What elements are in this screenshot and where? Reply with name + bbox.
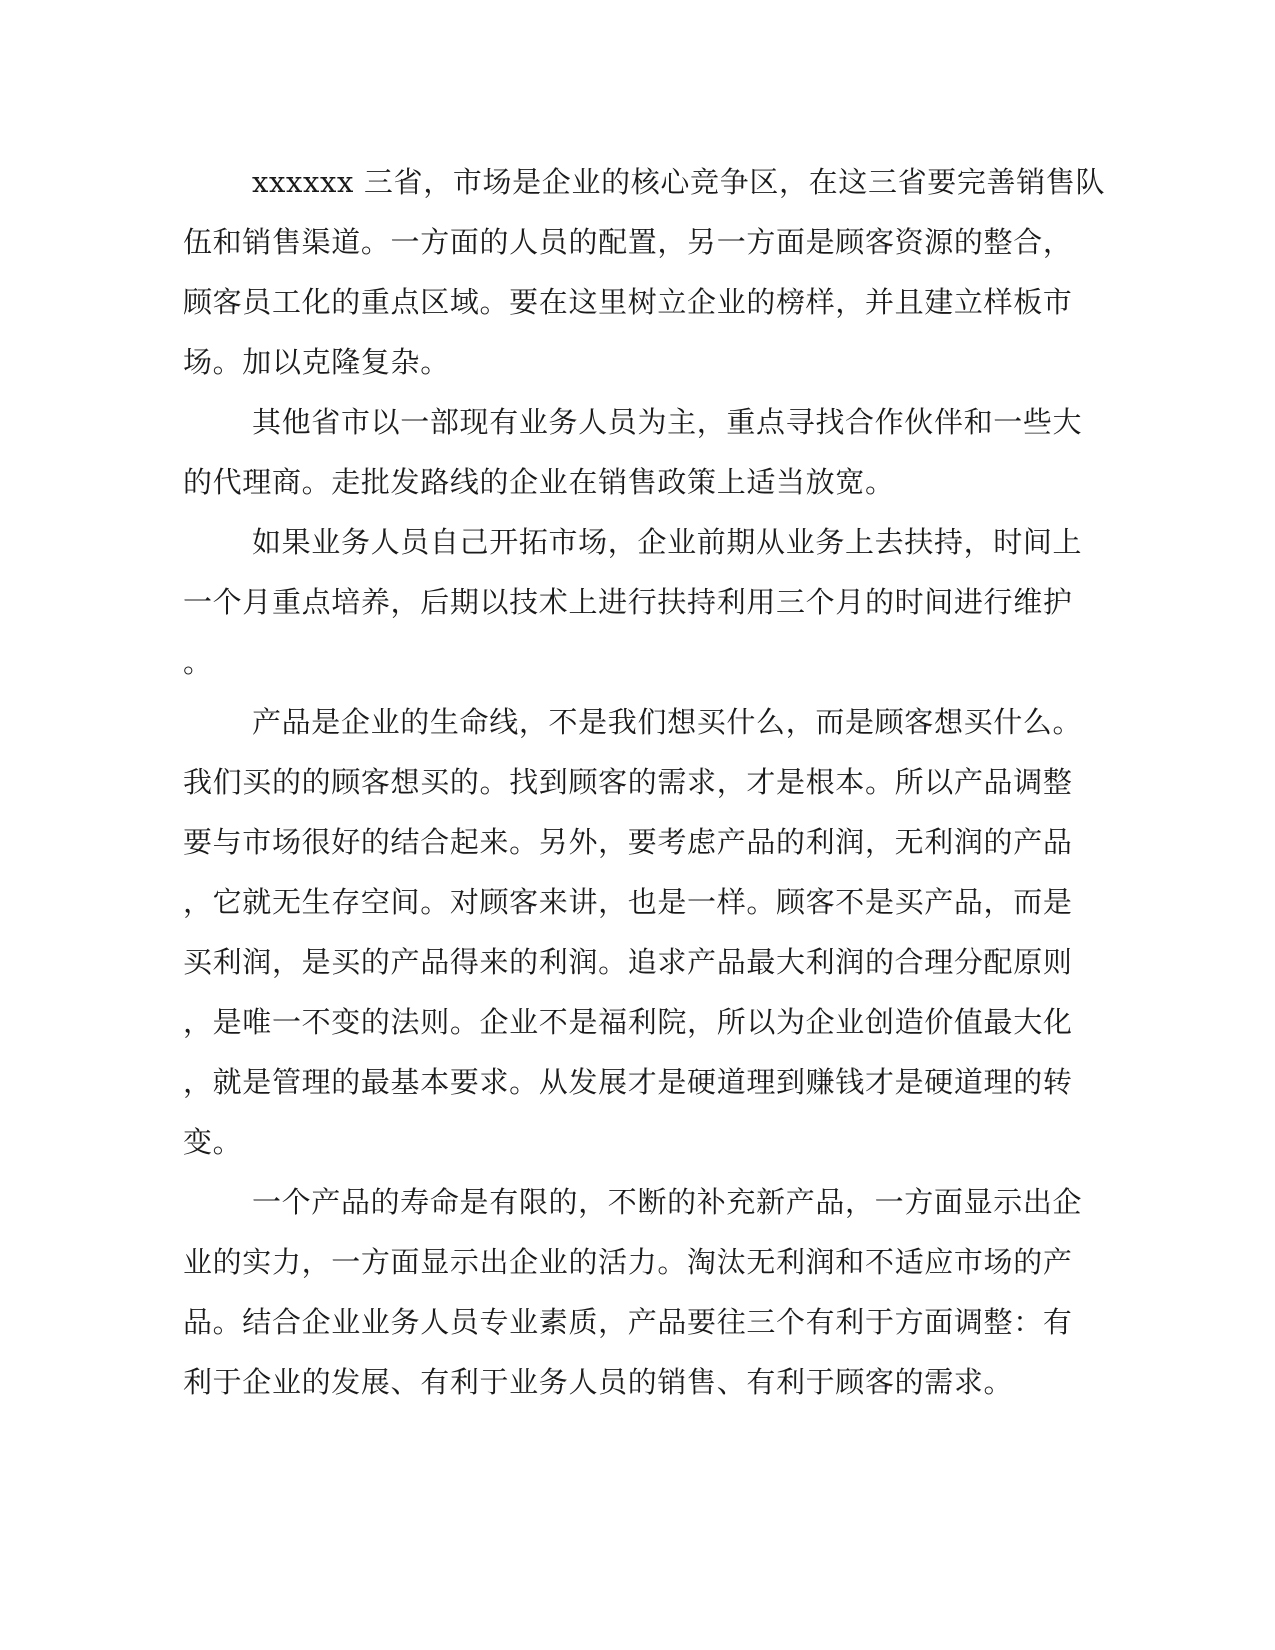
paragraph-line: 变。	[183, 1125, 243, 1159]
paragraph-line: 产品是企业的生命线，不是我们想买什么，而是顾客想买什么。	[252, 705, 1083, 739]
paragraph-2	[183, 392, 1083, 512]
paragraph-line: 业的实力，一方面显示出企业的活力。淘汰无利润和不适应市场的产	[183, 1245, 1073, 1279]
paragraph-line: 我们买的的顾客想买的。找到顾客的需求，才是根本。所以产品调整	[183, 765, 1073, 799]
paragraph-line: 一个产品的寿命是有限的，不断的补充新产品，一方面显示出企	[252, 1185, 1083, 1219]
paragraph-line: 一个月重点培养，后期以技术上进行扶持利用三个月的时间进行维护	[183, 585, 1073, 619]
paragraph-line: 如果业务人员自己开拓市场，企业前期从业务上去扶持，时间上	[252, 525, 1083, 559]
paragraph-line: 的代理商。走批发路线的企业在销售政策上适当放宽。	[183, 465, 895, 499]
document-body	[183, 152, 1106, 1412]
paragraph-5	[183, 1172, 1083, 1412]
paragraph-line: ，它就无生存空间。对顾客来讲，也是一样。顾客不是买产品，而是	[183, 885, 1073, 919]
paragraph-line: ，就是管理的最基本要求。从发展才是硬道理到赚钱才是硬道理的转	[183, 1065, 1073, 1099]
paragraph-1	[183, 152, 1106, 392]
paragraph-line: 顾客员工化的重点区域。要在这里树立企业的榜样，并且建立样板市	[183, 285, 1073, 319]
paragraph-line: xxxxxx 三省，市场是企业的核心竞争区，在这三省要完善销售队	[252, 165, 1106, 199]
paragraph-line: 要与市场很好的结合起来。另外，要考虑产品的利润，无利润的产品	[183, 825, 1073, 859]
paragraph-4	[183, 692, 1083, 1172]
paragraph-line: 品。结合企业业务人员专业素质，产品要往三个有利于方面调整：有	[183, 1305, 1073, 1339]
paragraph-line: 伍和销售渠道。一方面的人员的配置，另一方面是顾客资源的整合，	[183, 225, 1073, 259]
paragraph-line: 其他省市以一部现有业务人员为主，重点寻找合作伙伴和一些大	[252, 405, 1083, 439]
paragraph-line: 。	[183, 645, 213, 679]
paragraph-line: 买利润，是买的产品得来的利润。追求产品最大利润的合理分配原则	[183, 945, 1073, 979]
paragraph-line: ，是唯一不变的法则。企业不是福利院，所以为企业创造价值最大化	[183, 1005, 1073, 1039]
paragraph-line: 利于企业的发展、有利于业务人员的销售、有利于顾客的需求。	[183, 1365, 1014, 1399]
paragraph-line: 场。加以克隆复杂。	[183, 345, 450, 379]
paragraph-3	[183, 512, 1083, 692]
